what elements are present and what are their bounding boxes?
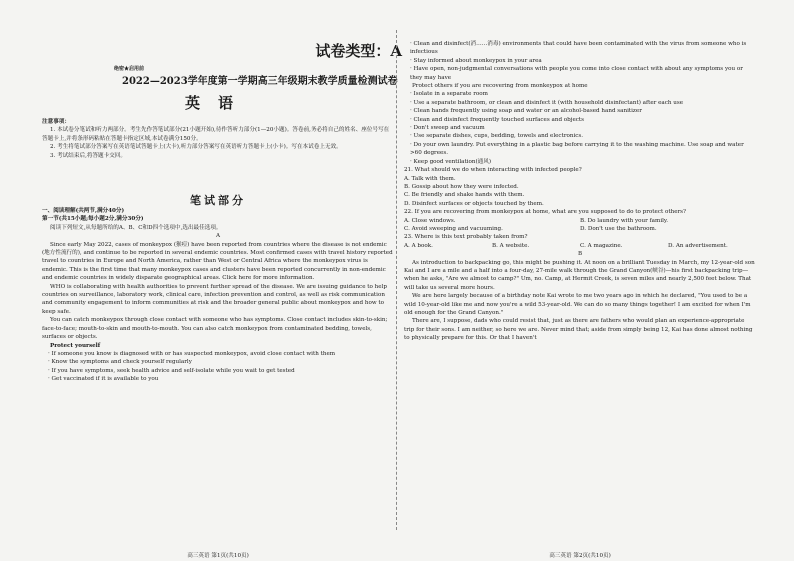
notes-title: 注意事项： (42, 119, 70, 125)
list-item: · Don't sweep and vacuum (410, 125, 485, 132)
list-item: · Know the symptoms and check yourself regularly (48, 359, 192, 366)
reading-continued (404, 40, 756, 343)
list-item: · If you have symptoms, seek health advice and self-isolate while you wait to get tested (48, 367, 295, 374)
page-footer: 高三英语 第1页(共10页) (187, 553, 249, 559)
question-23: 23. Where is this text probably taken from? (404, 234, 528, 241)
list-item: · Clean and disinfect(消……消毒) environments that could have been contaminated with the virus from someone who is infectious (410, 41, 747, 56)
section-title: 笔试部分 (190, 194, 246, 207)
note-item: 2. 考生将笔试部分答案写在英语笔试答题卡上(大卡),听力部分答案写在英语听力答题卡上(小卡)。写在本试卷上无效。 (50, 144, 342, 151)
page-footer: 高三英语 第2页(共10页) (549, 553, 611, 559)
paragraph: You can catch monkeypox through close contact with someone who has symptoms. Close contact includes skin-to-skin; face-to-face; mouth-to-skin and mouth-to-mouth. You can also catch monkeypox from contaminated bedding, towels, surfaces or objects. (42, 317, 388, 341)
q23-option-a: A. A book. (404, 242, 433, 249)
confidential-seal: 绝密★启用前 (114, 66, 145, 72)
others-title: Protect others if you are recovering from monkeypox at home (412, 83, 588, 90)
q21-option-c: C. Be friendly and shake hands with them. (404, 192, 525, 199)
q23-option-d: D. An advertisement. (668, 242, 728, 249)
list-item: · Clean hands frequently using soap and water or an alcohol-based hand sanitizer (410, 108, 642, 115)
paragraph: WHO is collaborating with health authorities to prevent further spread of the disease. We are issuing guidance to help countries on surveillance, laboratory work, clinical care, infection prevention and control, as well as risk communication and community engagement to inform communities at risk and the broader general public about monkeypox and how to keep safe. (42, 283, 387, 315)
q22-option-a: A. Close windows. (404, 217, 456, 224)
list-item: · Clean and disinfect frequently touched surfaces and objects (410, 116, 585, 123)
passage-label: B (577, 251, 583, 258)
page-divider (396, 30, 397, 530)
list-item: · Have open, non-judgmental conversations with people you come into close contact with about any symptoms you or they may have (410, 66, 743, 81)
paragraph: As introduction to backpacking go, this might be pushing it. At noon on a brilliant Tuesday in March, my 12-year-old son Kai and I are a mile and a half into a four-day, 27-mile walk through the Grand Canyon(峡谷)—his first backpacking trip—when he asks, "Are we almost to camp?" Um, no. Camp, at Hermit Creek, is seven miles and nearly 2,500 feet below. That will take us several more hours. (404, 259, 755, 291)
q23-options (404, 242, 756, 250)
note-item: 3. 考试结束后,将答题卡交回。 (50, 152, 127, 159)
question-21: 21. What should we do when interacting with infected people? (404, 167, 582, 174)
part-heading: 一、阅读理解(共两节,满分40分) (42, 208, 125, 214)
instruction: 阅读下列短文,从每题所给的A、B、C和D四个选项中,选出最佳选项。 (50, 224, 222, 231)
q23-option-b: B. A website. (492, 242, 530, 249)
list-item: · Get vaccinated if it is available to you (48, 376, 159, 383)
list-item: · Do your own laundry. Put everything in a plastic bag before carrying it to the washing machine. Use soap and water >60 degrees. (410, 141, 744, 157)
list-item: · Use separate dishes, cups, bedding, towels and electronics. (410, 133, 584, 140)
note-item: 1. 本试卷分笔试和听力两部分。考生先作答笔试部分(21小题开始),待作答听力部分(1—20小题)。答卷前,务必将自己的姓名、座位号写在答题卡上,并将条形码粘贴在答题卡指定区域,本试卷满分150分。 (42, 127, 390, 142)
notes (42, 118, 394, 160)
list-item: · Keep good ventilation(通风) (410, 158, 492, 165)
left-page (42, 0, 402, 561)
paragraph: Since early May 2022, cases of monkeypox (猴痘) have been reported from countries where the disease is not endemic (地方性流行的), and continue to be reported in several endemic countries. Most confirmed cases with travel history reported travel to countries in Europe and North America, rather than West or Central Africa where the monkeypox virus is endemic. This is the first time that many monkeypox cases and clusters have been reported concurrently in non-endemic and endemic countries in widely disparate geographical areas. Click here for more information. (42, 241, 393, 282)
paragraph: There are, I suppose, dads who could resist that, just as there are fathers who would plan an experience-appropriate trip for their sons. I am neither, so here we are. Never mind that; aside from simply being 12, Kai has done almost nothing to physically prepare for this. Or that I haven't (404, 318, 753, 342)
list-item: · Use a separate bathroom, or clean and disinfect it (with household disinfectant) after each use (410, 99, 684, 106)
section-heading: 第一节(共15小题;每小题2分,满分30分) (42, 216, 144, 223)
list-item: · Stay informed about monkeypox in your area (410, 57, 542, 64)
q22-option-b: B. Do laundry with your family. (580, 217, 669, 224)
paper-type: 试卷类型：A (315, 42, 402, 60)
protect-title: Protect yourself (50, 342, 101, 349)
reading-passage-a (42, 207, 394, 384)
list-item: · If someone you know is diagnosed with or has suspected monkeypox, avoid close contact with them (48, 350, 336, 357)
list-item: · Isolate in a separate room (410, 91, 488, 98)
exam-title: 2022—2023学年度第一学期高三年级期末教学质量检测试卷 (122, 76, 398, 87)
q22-options (404, 217, 756, 234)
subject-title: 英语 (184, 94, 251, 112)
paragraph: We are here largely because of a birthday note Kai wrote to me two years ago in which he declared, "You used to be a wild 10-year-old like me and now you're a wild 53-year-old. We can do so many things together! I am excited for when I'm old enough for the Grand Canyon." (404, 293, 751, 316)
q21-option-d: D. Disinfect surfaces or objects touched by them. (404, 200, 544, 207)
q22-option-d: D. Don't use the bathroom. (580, 225, 657, 232)
right-page (404, 0, 756, 561)
q21-option-b: B. Gossip about how they were infected. (404, 183, 519, 190)
q23-option-c: C. A magazine. (580, 242, 623, 249)
question-22: 22. If you are recovering from monkeypox at home, what are you supposed to do to protect others? (404, 209, 687, 216)
q22-option-c: C. Avoid sweeping and vacuuming. (404, 225, 503, 232)
passage-label: A (215, 233, 221, 240)
q21-option-a: A. Talk with them. (404, 175, 456, 182)
